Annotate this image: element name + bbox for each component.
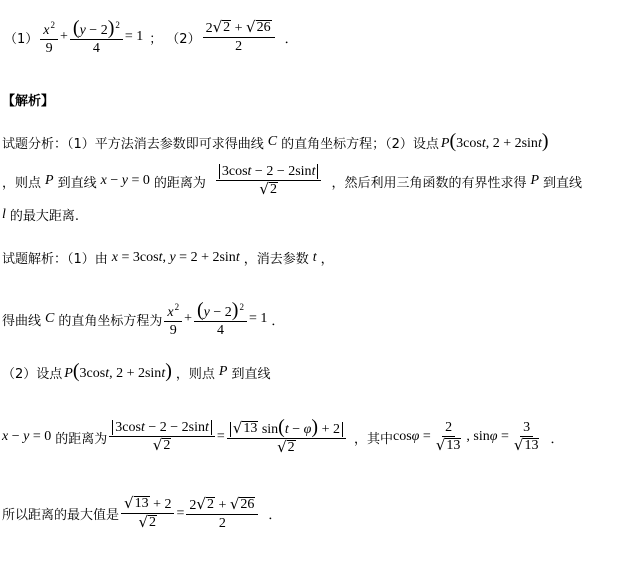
section-label-jiexi: 【解析】: [2, 94, 55, 109]
answer-line: （1） $\frac{x^2}{9}$ + $\frac{(y - 2)^2}{4}$ = 1 ； （2） 2 √ 2 + √ 26 2 ．: [4, 17, 298, 56]
solution-line-1: 试题解析：（1）由 x = 3cost, y = 2 + 2sint ，消去参数 t ，: [2, 249, 334, 267]
formula-distance: 3cost − 2 − 2sint √ 2: [216, 164, 322, 198]
solution-text: ，: [320, 252, 334, 267]
solution-text: 的距离为: [55, 431, 108, 447]
analysis-text: ，然后利用三角函数的有界性求得: [331, 175, 527, 191]
analysis-text: ，则点: [2, 175, 42, 191]
analysis-text: 的距离为: [153, 175, 206, 191]
solution-text: ，其中: [353, 431, 393, 447]
solution-text: ．: [271, 313, 285, 329]
answer-sep: ；: [149, 31, 163, 47]
formula-point-p: P(3cost, 2 + 2sint): [64, 360, 172, 382]
solution-text: 所以距离的最大值是: [2, 508, 120, 523]
formula-2-over-sqrt13: 2 √ 13: [435, 420, 461, 454]
solution-line-3: （2）设点 P(3cost, 2 + 2sint) ，则点 P 到直线: [2, 360, 271, 382]
analysis-line-3: l 的最大距离.: [2, 206, 80, 224]
solution-text: ．: [268, 508, 282, 523]
analysis-text: 的直角坐标方程；（2）设点: [281, 136, 439, 152]
formula-distance: 3cost − 2 − 2sint √ 2: [109, 420, 215, 454]
solution-text: ．: [550, 431, 564, 447]
solution-text: 得曲线: [2, 313, 42, 329]
solution-line-2: 得曲线 C 的直角坐标方程为 $\frac{x^2}{9}$ + $\frac{(y - 2)^2}{4}$ = 1 ．: [2, 299, 285, 338]
formula-max-distance: 2 √ 2 + √ 26 2: [186, 497, 258, 531]
analysis-line-1: [2, 132, 549, 152]
analysis-text: 的最大距离.: [9, 209, 80, 224]
curve-symbol: C: [267, 134, 278, 149]
analysis-line-2: ，则点 P 到直线 x − y = 0 的距离为 3cost − 2 − 2sint √ 2 ，然后利用三角函数的有界性求得 P 到直线: [2, 164, 583, 198]
solution-text: ，则点: [175, 366, 215, 382]
solution-text: 到直线: [231, 366, 271, 382]
analysis-text: 试题分析：（1）平方法消去参数即可求得曲线: [2, 136, 264, 152]
formula-x2-over-9: $\frac{x^2}{9}$: [40, 18, 58, 56]
formula-y-2-over-4: $\frac{(y - 2)^2}{4}$: [70, 18, 123, 56]
formula-max-expr: √ 13 + 2 √ 2: [121, 496, 174, 531]
answer-part2-label: （2）: [166, 31, 201, 47]
solution-text: 的直角坐标方程为: [58, 313, 163, 329]
formula-max-distance: 2 √ 2 + √ 26 2: [203, 20, 275, 54]
formula-3-over-sqrt13: 3 √ 13: [513, 420, 539, 454]
formula-x2-over-9: $\frac{x^2}{9}$: [164, 300, 182, 338]
solution-text: （2）设点: [2, 366, 63, 382]
analysis-text: 到直线: [543, 175, 583, 191]
answer-end: ．: [284, 31, 298, 47]
formula-line-eq: x − y = 0: [2, 429, 52, 444]
formula-point-p: P(3cost, 2 + 2sint): [440, 130, 549, 152]
analysis-text: 到直线: [57, 175, 97, 191]
formula-cos-phi: cosφ =: [392, 429, 431, 444]
solution-text: ，消去参数: [243, 252, 309, 267]
answer-part1-label: （1）: [4, 31, 39, 47]
solution-text: 试题解析：（1）由: [2, 252, 108, 267]
solution-line-5: 所以距离的最大值是 √ 13 + 2 √ 2 = 2 √ 2 + √ 26 2 ．: [2, 494, 282, 531]
formula-param: x = 3cost, y = 2 + 2sint: [111, 249, 240, 265]
solution-line-4: x − y = 0 的距离为 3cost − 2 − 2sint √ 2 = √ 13 sin(t − φ) + 2 √ 2 ，其中 cosφ = 2 √ 13 , sinφ = 3 √ 13 ．: [2, 416, 564, 456]
formula-y-2-over-4: $\frac{(y - 2)^2}{4}$: [194, 300, 247, 338]
formula-line-eq: x − y = 0: [100, 173, 150, 188]
formula-distance-simplified: √ 13 sin(t − φ) + 2 √ 2: [227, 418, 346, 456]
